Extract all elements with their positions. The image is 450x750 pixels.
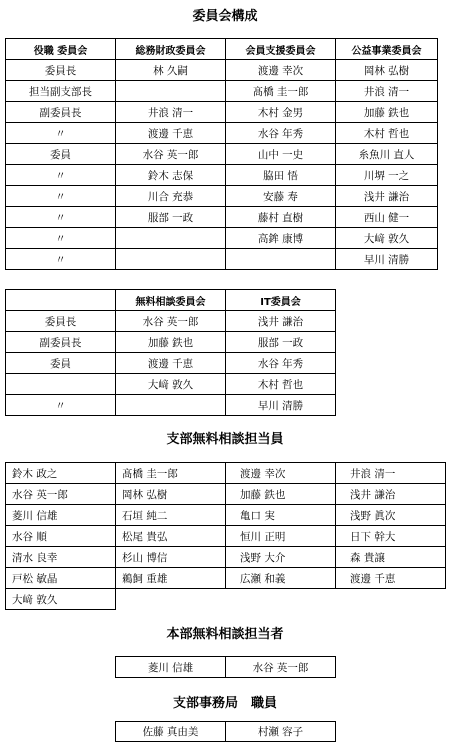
table-cell: 〃	[6, 186, 116, 207]
table-cell: 大﨑 敦久	[336, 228, 438, 249]
table-cell: 水谷 英一郎	[116, 144, 226, 165]
table-cell: 〃	[6, 207, 116, 228]
table-cell: 広瀬 和義	[226, 568, 336, 589]
branch-office-staff-table	[115, 721, 336, 742]
table-cell: 石垣 純二	[116, 505, 226, 526]
table-cell: 松尾 貴弘	[116, 526, 226, 547]
table-cell: 〃	[6, 228, 116, 249]
table-row	[6, 60, 438, 81]
table-cell: 村瀬 容子	[226, 722, 336, 742]
header-position: 役職 委員会	[6, 39, 116, 60]
table-cell: 鵜飼 重雄	[116, 568, 226, 589]
table-cell: 加藤 鉄也	[116, 332, 226, 353]
table-row	[116, 722, 336, 742]
committee-structure-title: 委員会構成	[192, 9, 258, 24]
table-row	[6, 186, 438, 207]
table-cell: 杉山 博信	[116, 547, 226, 568]
table-cell: 菱川 信雄	[116, 657, 226, 678]
table-cell: 木村 金男	[226, 102, 336, 123]
header-free-consultation: 無料相談委員会	[116, 290, 226, 311]
table-cell: 髙橋 圭一郎	[226, 81, 336, 102]
table-row	[6, 484, 446, 505]
table-cell: 渡邊 千恵	[336, 568, 446, 589]
table-cell: 恒川 正明	[226, 526, 336, 547]
header-public-service: 公益事業委員会	[336, 39, 438, 60]
table-row	[6, 374, 336, 395]
table-row	[6, 547, 446, 568]
branch-consultation-staff-title: 支部無料相談担当員	[166, 432, 284, 447]
table-cell: 浅井 謙治	[226, 311, 336, 332]
hq-consultation-title: 本部無料相談担当者	[166, 627, 284, 642]
table-cell: 菱川 信雄	[6, 505, 116, 526]
table-cell: 戸松 敏晶	[6, 568, 116, 589]
table-cell: 大﨑 敦久	[6, 589, 116, 610]
table-cell: 〃	[6, 123, 116, 144]
table-cell: 浅野 大介	[226, 547, 336, 568]
table-cell: 〃	[6, 395, 116, 416]
table-cell: 川堺 一之	[336, 165, 438, 186]
table-row	[6, 332, 336, 353]
table-cell: 水谷 英一郎	[116, 311, 226, 332]
table-cell: 山中 一史	[226, 144, 336, 165]
table-cell: 委員	[6, 353, 116, 374]
table-cell: 早川 清勝	[226, 395, 336, 416]
table-cell: 渡邊 幸次	[226, 463, 336, 484]
table-row	[6, 311, 336, 332]
committee-structure-table	[5, 38, 438, 270]
table-cell: 木村 哲也	[226, 374, 336, 395]
table-cell: 水谷 英一郎	[226, 657, 336, 678]
table-cell: 渡邊 千恵	[116, 353, 226, 374]
table-cell: 林 久嗣	[116, 60, 226, 81]
table-cell: 藤村 直樹	[226, 207, 336, 228]
table-cell	[116, 228, 226, 249]
table-row	[6, 123, 438, 144]
table-cell: 日下 幹大	[336, 526, 446, 547]
branch-consultation-staff-extra	[5, 588, 116, 610]
table-row	[6, 589, 116, 610]
table-cell: 川合 充恭	[116, 186, 226, 207]
table-row	[6, 102, 438, 123]
header-blank	[6, 290, 116, 311]
table-cell: 委員	[6, 144, 116, 165]
table-cell: 加藤 鉄也	[336, 102, 438, 123]
table-cell: 水谷 年秀	[226, 353, 336, 374]
table-cell: 浅井 謙治	[336, 186, 438, 207]
table-cell: 亀口 実	[226, 505, 336, 526]
table-cell: 糸魚川 直人	[336, 144, 438, 165]
table-cell: 井浪 清一	[336, 463, 446, 484]
table-cell: 渡邊 千恵	[116, 123, 226, 144]
table-header-row	[6, 290, 336, 311]
table-cell: 服部 一政	[116, 207, 226, 228]
table-cell: 服部 一政	[226, 332, 336, 353]
table-cell: 岡林 弘樹	[336, 60, 438, 81]
header-it-committee: IT委員会	[226, 290, 336, 311]
table-row	[6, 526, 446, 547]
table-cell: 鈴木 志保	[116, 165, 226, 186]
table-cell: 岡林 弘樹	[116, 484, 226, 505]
table-row	[6, 249, 438, 270]
table-cell: 安藤 寿	[226, 186, 336, 207]
table-cell: 井浪 清一	[336, 81, 438, 102]
branch-consultation-staff-table	[5, 462, 446, 589]
table-cell: 森 貴譲	[336, 547, 446, 568]
table-cell: 加藤 鉄也	[226, 484, 336, 505]
table-cell: 髙橋 圭一郎	[116, 463, 226, 484]
table-cell	[116, 81, 226, 102]
table-cell	[226, 249, 336, 270]
table-row	[6, 144, 438, 165]
table-row	[6, 505, 446, 526]
table-cell: 担当副支部長	[6, 81, 116, 102]
table-row	[6, 165, 438, 186]
table-row	[6, 353, 336, 374]
table-cell: 〃	[6, 165, 116, 186]
table-cell	[116, 249, 226, 270]
table-cell: 清水 良幸	[6, 547, 116, 568]
table-cell: 高鉾 康博	[226, 228, 336, 249]
table-cell: 委員長	[6, 311, 116, 332]
header-member-support: 会員支援委員会	[226, 39, 336, 60]
table-row	[6, 463, 446, 484]
table-cell: 委員長	[6, 60, 116, 81]
table-cell: 佐藤 真由美	[116, 722, 226, 742]
table-cell: 渡邊 幸次	[226, 60, 336, 81]
table-cell: 脇田 悟	[226, 165, 336, 186]
branch-office-staff-title: 支部事務局 職員	[172, 696, 277, 711]
table-cell: 水谷 年秀	[226, 123, 336, 144]
table-cell: 早川 清勝	[336, 249, 438, 270]
table-cell: 水谷 英一郎	[6, 484, 116, 505]
table-row	[6, 395, 336, 416]
table-header-row	[6, 39, 438, 60]
table-cell: 西山 健一	[336, 207, 438, 228]
table-row	[116, 657, 336, 678]
table-cell: 〃	[6, 249, 116, 270]
table-cell: 浅野 眞次	[336, 505, 446, 526]
table-cell: 大﨑 敦久	[116, 374, 226, 395]
table-cell: 水谷 順	[6, 526, 116, 547]
table-cell: 副委員長	[6, 102, 116, 123]
header-general-affairs: 総務財政委員会	[116, 39, 226, 60]
table-row	[6, 228, 438, 249]
sub-committee-table	[5, 289, 336, 416]
table-cell: 副委員長	[6, 332, 116, 353]
table-cell: 井浪 清一	[116, 102, 226, 123]
table-row	[6, 568, 446, 589]
table-cell	[116, 395, 226, 416]
hq-consultation-table	[115, 656, 336, 678]
table-cell: 浅井 謙治	[336, 484, 446, 505]
table-row	[6, 81, 438, 102]
table-row	[6, 207, 438, 228]
table-cell	[6, 374, 116, 395]
table-cell: 鈴木 政之	[6, 463, 116, 484]
table-cell: 木村 哲也	[336, 123, 438, 144]
